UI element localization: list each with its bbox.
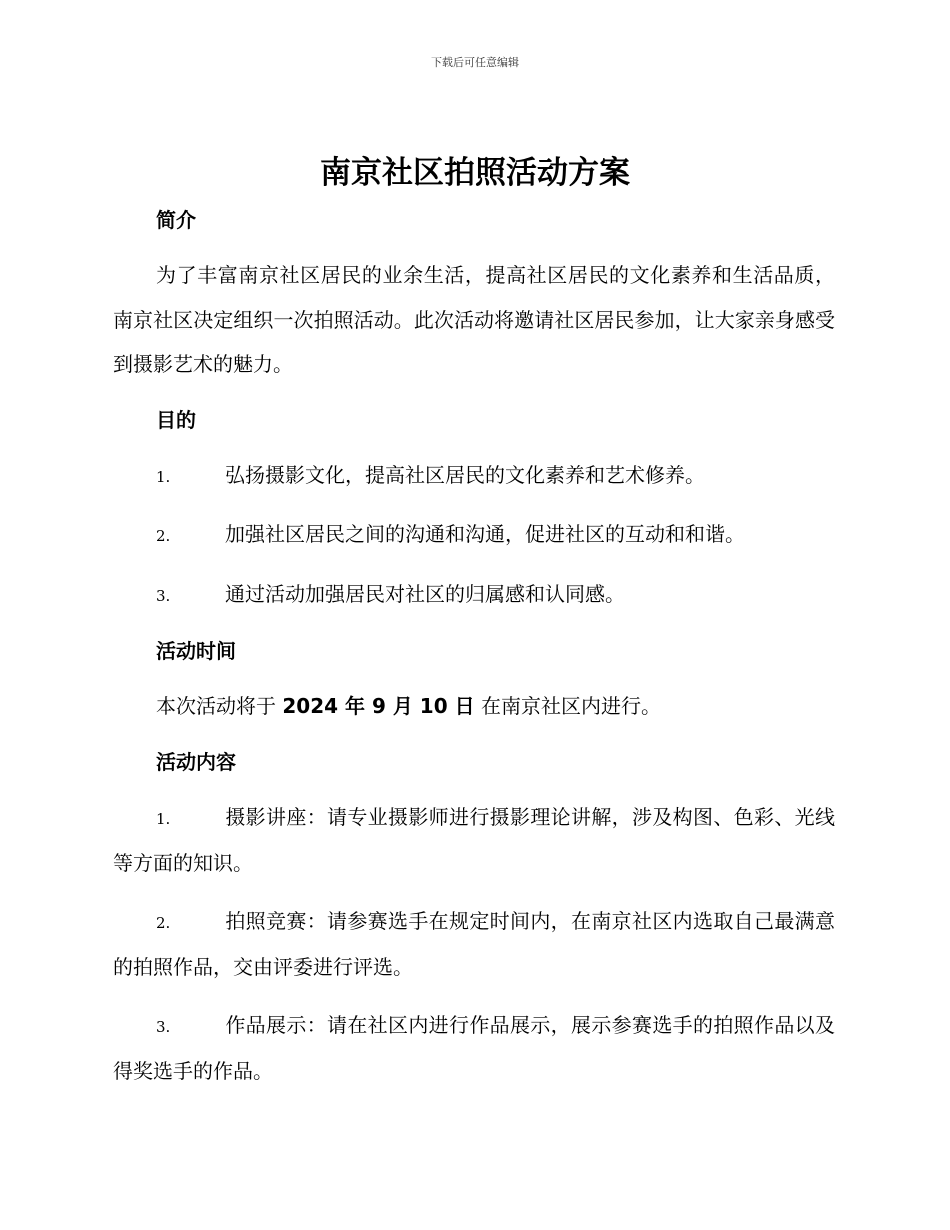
time-suffix: 在南京社区内进行。 bbox=[474, 694, 661, 718]
content-item-text: 拍照竞赛：请参赛选手在规定时间内，在南京社区内选取自己最满意的拍照作品，交由评委进行评选。 bbox=[113, 908, 835, 979]
content-item-2 bbox=[113, 899, 835, 990]
section-heading-intro: 简介 bbox=[156, 208, 196, 232]
intro-paragraph: 为了丰富南京社区居民的业余生活，提高社区居民的文化素养和生活品质，南京社区决定组织一次拍照活动。此次活动将邀请社区居民参加，让大家亲身感受到摄影艺术的魅力。 bbox=[113, 263, 835, 376]
purpose-item-text: 弘扬摄影文化，提高社区居民的文化素养和艺术修养。 bbox=[225, 462, 705, 487]
purpose-item-text: 通过活动加强居民对社区的归属感和认同感。 bbox=[225, 581, 625, 606]
event-date: 2024 年 9 月 10 日 bbox=[282, 694, 475, 718]
time-prefix: 本次活动将于 bbox=[156, 694, 283, 718]
purpose-item-3 bbox=[113, 572, 835, 619]
content-item-text: 摄影讲座：请专业摄影师进行摄影理论讲解，涉及构图、色彩、光线等方面的知识。 bbox=[113, 804, 835, 875]
time-paragraph bbox=[113, 684, 835, 729]
list-number: 1. bbox=[156, 809, 171, 828]
content-item-text: 作品展示：请在社区内进行作品展示，展示参赛选手的拍照作品以及得奖选手的作品。 bbox=[113, 1012, 835, 1083]
content-item-3 bbox=[113, 1003, 835, 1094]
section-heading-time: 活动时间 bbox=[156, 639, 236, 663]
list-number: 2. bbox=[156, 913, 171, 932]
page-header-note: 下载后可任意编辑 bbox=[431, 56, 519, 69]
list-number: 1. bbox=[156, 467, 171, 486]
purpose-item-text: 加强社区居民之间的沟通和沟通，促进社区的互动和和谐。 bbox=[225, 522, 745, 546]
list-number: 3. bbox=[156, 586, 171, 605]
purpose-item-2 bbox=[113, 512, 835, 559]
content-item-1 bbox=[113, 795, 835, 886]
purpose-item-1 bbox=[113, 453, 835, 500]
document-title: 南京社区拍照活动方案 bbox=[320, 155, 630, 191]
list-number: 3. bbox=[156, 1017, 171, 1036]
list-number: 2. bbox=[156, 527, 171, 545]
section-heading-purpose: 目的 bbox=[156, 407, 196, 432]
section-heading-content: 活动内容 bbox=[156, 749, 236, 774]
document-body bbox=[113, 200, 835, 1094]
